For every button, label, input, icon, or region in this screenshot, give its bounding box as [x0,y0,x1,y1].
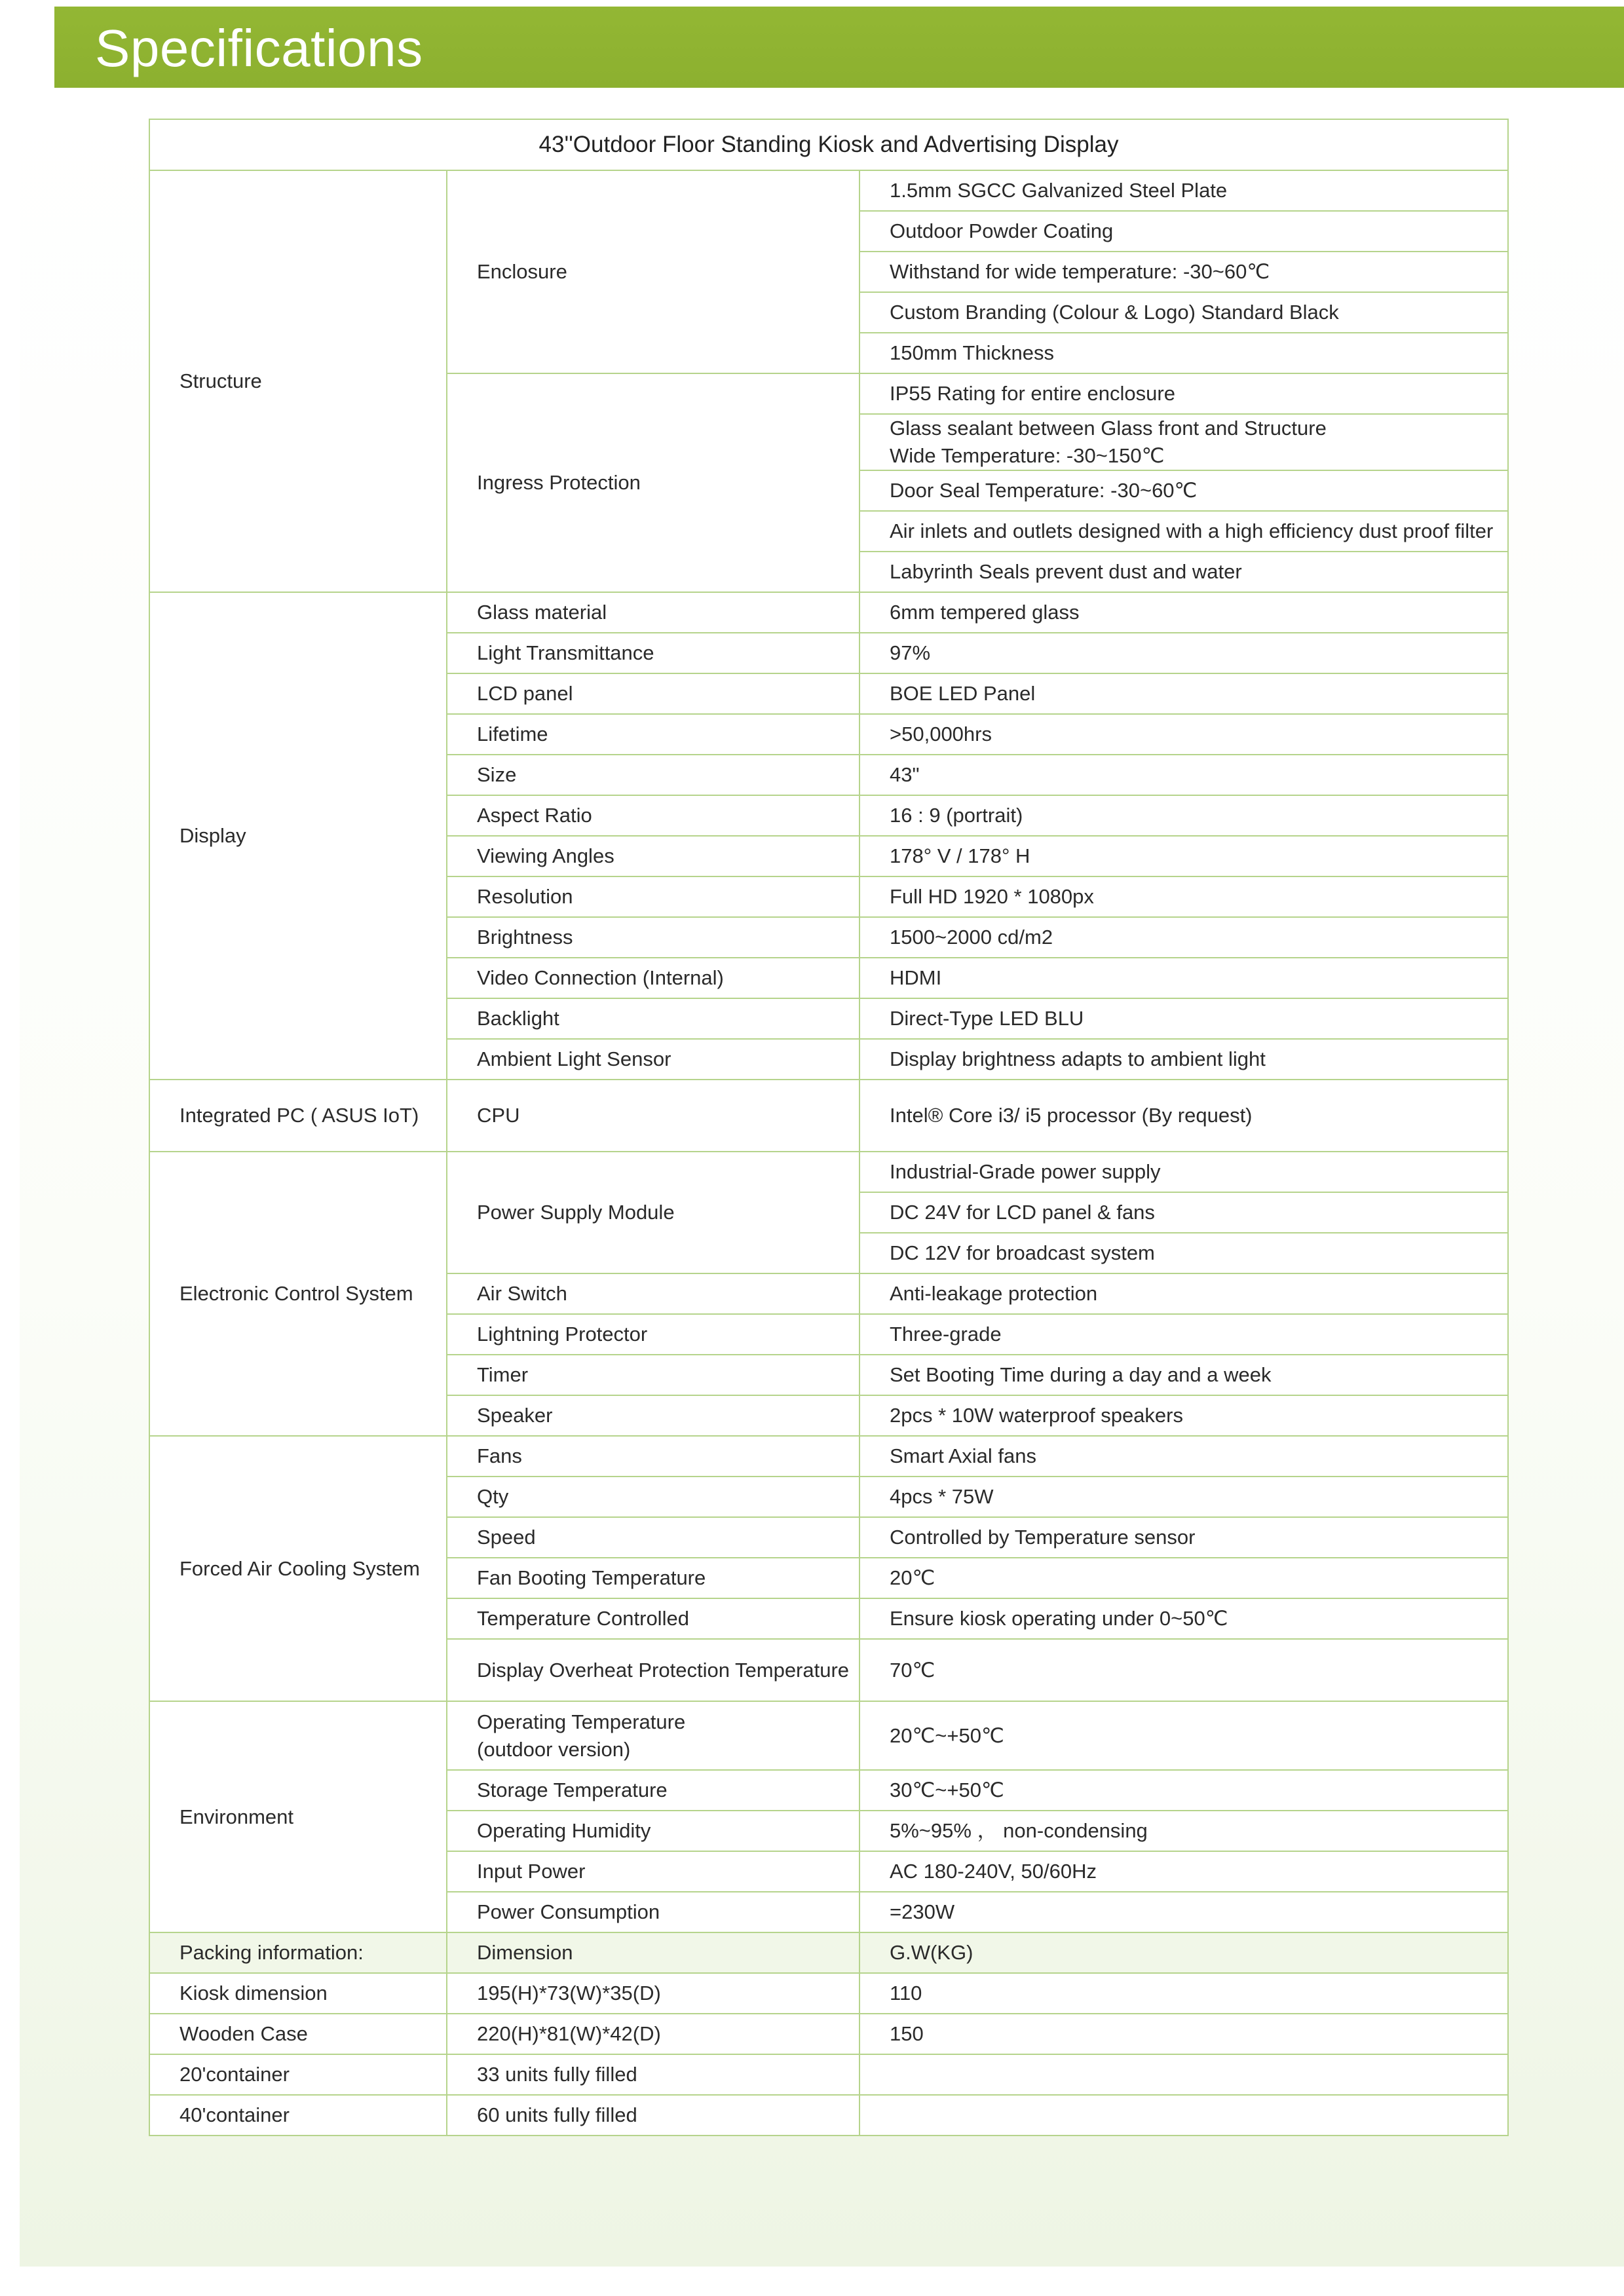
item-label: LCD panel [447,673,859,714]
item-label: Speed [447,1517,859,1558]
packing-cell: Wooden Case [149,2014,447,2054]
packing-row [149,1973,1508,2014]
packing-cell: Kiosk dimension [149,1973,447,2014]
item-label: Fan Booting Temperature [447,1558,859,1598]
packing-cell [859,2054,1508,2095]
item-label: Timer [447,1355,859,1395]
item-label: Glass material [447,592,859,633]
packing-header-row [149,1932,1508,1973]
table-row [149,1436,1508,1477]
item-value: Three-grade [859,1314,1508,1355]
table-row [149,1080,1508,1152]
item-value: 2pcs * 10W waterproof speakers [859,1395,1508,1436]
spec-table-body [149,119,1508,2136]
item-label: Resolution [447,876,859,917]
item-label: Lightning Protector [447,1314,859,1355]
section-label: Integrated PC ( ASUS IoT) [149,1080,447,1152]
item-value: IP55 Rating for entire enclosure [859,373,1508,414]
item-label: Power Supply Module [447,1152,859,1273]
item-value: AC 180-240V, 50/60Hz [859,1851,1508,1892]
item-label: Size [447,755,859,795]
section-label: Display [149,592,447,1080]
item-label: Enclosure [447,170,859,373]
item-value: DC 24V for LCD panel & fans [859,1192,1508,1233]
item-value: Custom Branding (Colour & Logo) Standard Black [859,292,1508,333]
item-value: Withstand for wide temperature: -30~60℃ [859,252,1508,292]
item-value: 5%~95% ， non-condensing [859,1811,1508,1851]
item-value: 43" [859,755,1508,795]
item-label: Power Consumption [447,1892,859,1932]
item-value: 20℃ [859,1558,1508,1598]
packing-cell: 33 units fully filled [447,2054,859,2095]
item-value: Outdoor Powder Coating [859,211,1508,252]
section-label: Structure [149,170,447,592]
packing-cell [859,2095,1508,2136]
item-label: Ingress Protection [447,373,859,592]
item-value: 97% [859,633,1508,673]
table-row [149,170,1508,211]
item-value: Intel® Core i3/ i5 processor (By request) [859,1080,1508,1152]
packing-row [149,2014,1508,2054]
spec-table [149,119,1509,2136]
item-value: Full HD 1920 * 1080px [859,876,1508,917]
packing-row [149,2054,1508,2095]
item-label: Video Connection (Internal) [447,958,859,998]
item-label: CPU [447,1080,859,1152]
item-value: 150mm Thickness [859,333,1508,373]
packing-cell: 220(H)*81(W)*42(D) [447,2014,859,2054]
item-value: 30℃~+50℃ [859,1770,1508,1811]
section-label: Electronic Control System [149,1152,447,1436]
item-value: >50,000hrs [859,714,1508,755]
item-label: Air Switch [447,1273,859,1314]
packing-cell: 195(H)*73(W)*35(D) [447,1973,859,2014]
item-value: Set Booting Time during a day and a week [859,1355,1508,1395]
packing-header-cell: G.W(KG) [859,1932,1508,1973]
packing-row [149,2095,1508,2136]
table-row [149,592,1508,633]
item-value: Air inlets and outlets designed with a high efficiency dust proof filter [859,511,1508,552]
item-label: Ambient Light Sensor [447,1039,859,1080]
item-label: Qty [447,1477,859,1517]
item-value: Direct-Type LED BLU [859,998,1508,1039]
item-value: 1500~2000 cd/m2 [859,917,1508,958]
item-label: Operating Humidity [447,1811,859,1851]
item-value: Labyrinth Seals prevent dust and water [859,552,1508,592]
item-label: Storage Temperature [447,1770,859,1811]
item-value: Controlled by Temperature sensor [859,1517,1508,1558]
item-label: Input Power [447,1851,859,1892]
item-value: 70℃ [859,1639,1508,1701]
item-label: Brightness [447,917,859,958]
packing-cell: 150 [859,2014,1508,2054]
packing-cell: 40'container [149,2095,447,2136]
item-label: Fans [447,1436,859,1477]
packing-header-cell: Dimension [447,1932,859,1973]
table-title: 43''Outdoor Floor Standing Kiosk and Advertising Display [149,119,1508,170]
page-title: Specifications [95,19,423,77]
item-value: 4pcs * 75W [859,1477,1508,1517]
item-value: Glass sealant between Glass front and Structure Wide Temperature: -30~150℃ [859,414,1508,470]
table-row [149,1701,1508,1770]
item-label: Temperature Controlled [447,1598,859,1639]
item-label: Speaker [447,1395,859,1436]
item-label: Display Overheat Protection Temperature [447,1639,859,1701]
item-value: 20℃~+50℃ [859,1701,1508,1770]
packing-cell: 110 [859,1973,1508,2014]
item-value: =230W [859,1892,1508,1932]
item-value: Anti-leakage protection [859,1273,1508,1314]
item-value: BOE LED Panel [859,673,1508,714]
item-value: Industrial-Grade power supply [859,1152,1508,1192]
packing-cell: 20'container [149,2054,447,2095]
item-label: Viewing Angles [447,836,859,876]
packing-cell: 60 units fully filled [447,2095,859,2136]
table-row [149,1152,1508,1192]
packing-header-cell: Packing information: [149,1932,447,1973]
section-label: Forced Air Cooling System [149,1436,447,1701]
item-label: Backlight [447,998,859,1039]
item-value: 178° V / 178° H [859,836,1508,876]
item-label: Aspect Ratio [447,795,859,836]
item-label: Operating Temperature (outdoor version) [447,1701,859,1770]
item-value: Door Seal Temperature: -30~60℃ [859,470,1508,511]
table-title-row [149,119,1508,170]
item-label: Lifetime [447,714,859,755]
item-value: Smart Axial fans [859,1436,1508,1477]
item-value: DC 12V for broadcast system [859,1233,1508,1273]
item-value: 1.5mm SGCC Galvanized Steel Plate [859,170,1508,211]
item-value: Ensure kiosk operating under 0~50℃ [859,1598,1508,1639]
item-value: 6mm tempered glass [859,592,1508,633]
item-label: Light Transmittance [447,633,859,673]
item-value: Display brightness adapts to ambient light [859,1039,1508,1080]
item-value: 16 : 9 (portrait) [859,795,1508,836]
section-label: Environment [149,1701,447,1932]
item-value: HDMI [859,958,1508,998]
